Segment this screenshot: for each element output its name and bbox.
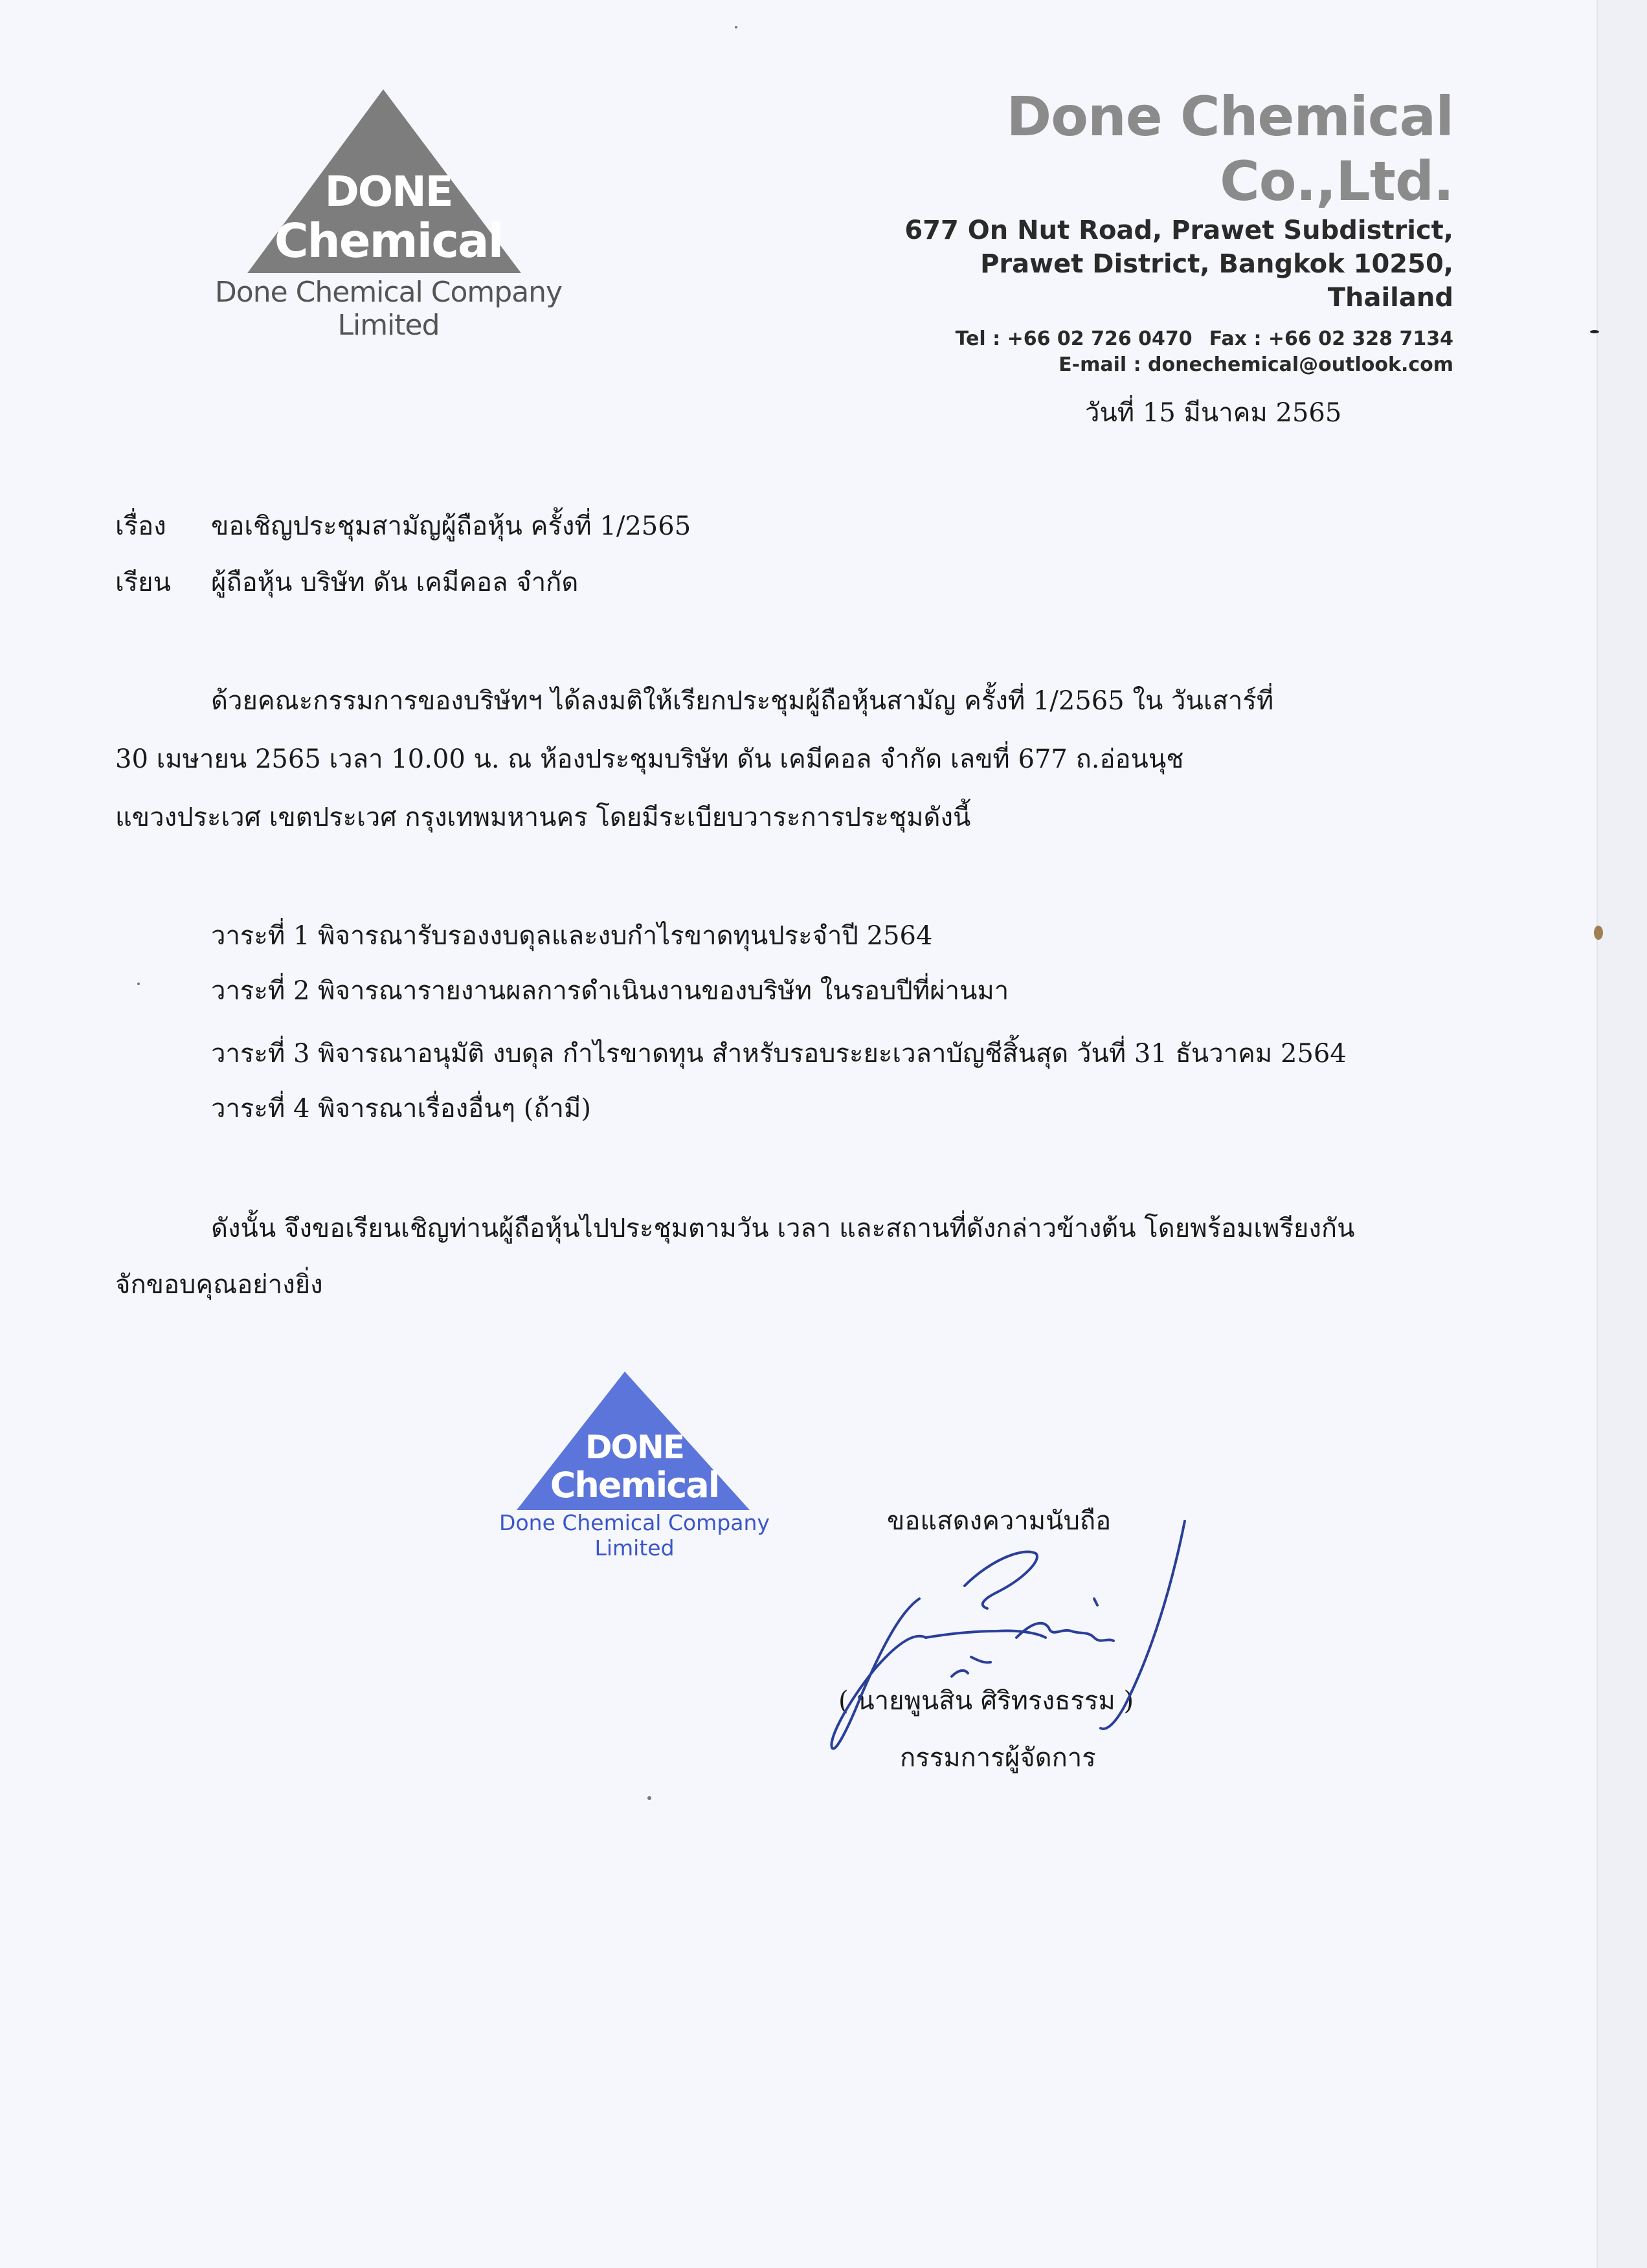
signatory-name: ( นายพูนสิน ศิริทรงธรรม ) (838, 1686, 1134, 1716)
signature-stroke (822, 1508, 1198, 1767)
stamp-caption: Done Chemical Company Limited (499, 1510, 770, 1561)
company-header (803, 84, 1453, 378)
recipient-text: ผู้ถือหุ้น บริษัท ดัน เคมีคอล จำกัด (211, 568, 579, 597)
scan-mark (1590, 330, 1599, 333)
agenda-item-3: วาระที่ 3 พิจารณาอนุมัติ งบดุล กำไรขาดทุน สำหรับรอบระยะเวลาบัญชีสิ้นสุด วันที่ 31 ธันวาคม 2564 (211, 1039, 1347, 1069)
agenda-item-2: วาระที่ 2 พิจารณารายงานผลการดำเนินงานของบริษัท ในรอบปีที่ผ่านมา (211, 976, 1009, 1006)
company-fax: Fax : +66 02 328 7134 (1209, 328, 1453, 350)
logo-word-done: DONE (324, 168, 453, 216)
company-tel: Tel : +66 02 726 0470 (955, 328, 1193, 350)
subject-label: เรื่อง (115, 511, 166, 541)
paragraph-2-line-1: ดังนั้น จึงขอเรียนเชิญท่านผู้ถือหุ้นไปประชุมตามวัน เวลา และสถานที่ดังกล่าวข้างต้น โดยพร้อมเพรียงกัน (211, 1214, 1355, 1243)
company-logo (194, 84, 583, 342)
paragraph-1-line-3: แขวงประเวศ เขตประเวศ กรุงเทพมหานคร โดยมีระเบียบวาระการประชุมดังนี้ (115, 803, 971, 832)
company-phone-fax (803, 326, 1453, 352)
letter-date: วันที่ 15 มีนาคม 2565 (1085, 398, 1342, 428)
company-stamp (479, 1369, 790, 1561)
paragraph-1-line-1: ด้วยคณะกรรมการของบริษัทฯ ได้ลงมติให้เรียกประชุมผู้ถือหุ้นสามัญ ครั้งที่ 1/2565 ใน วันเสาร์ที่ (211, 686, 1274, 716)
stamp-word-done: DONE (585, 1429, 684, 1466)
logo-caption: Done Chemical Company Limited (214, 276, 563, 342)
scan-speck (137, 983, 140, 985)
paragraph-2-line-2: จักขอบคุณอย่างยิ่ง (115, 1270, 323, 1300)
agenda-item-1: วาระที่ 1 พิจารณารับรองงบดุลและงบกำไรขาดทุนประจำปี 2564 (211, 921, 933, 951)
agenda-item-4: วาระที่ 4 พิจารณาเรื่องอื่นๆ (ถ้ามี) (211, 1094, 591, 1124)
scan-speck (647, 1796, 651, 1800)
company-email: E-mail : donechemical@outlook.com (1059, 353, 1453, 376)
company-name: Done Chemical Co.,Ltd. (1006, 85, 1453, 213)
company-address-line3: Thailand (1327, 283, 1453, 313)
logo-word-chemical: Chemical (274, 214, 503, 268)
signatory-title: กรรมการผู้จัดการ (900, 1743, 1096, 1773)
scan-page-edge (1597, 0, 1647, 2268)
paragraph-1-line-2: 30 เมษายน 2565 เวลา 10.00 น. ณ ห้องประชุมบริษัท ดัน เคมีคอล จำกัด เลขที่ 677 ถ.อ่อนนุช (115, 744, 1184, 774)
recipient-label: เรียน (115, 568, 171, 597)
stamp-word-chemical: Chemical (550, 1465, 719, 1506)
company-address-line1: 677 On Nut Road, Prawet Subdistrict, (904, 216, 1453, 245)
closing-text: ขอแสดงความนับถือ (887, 1506, 1112, 1536)
subject-text: ขอเชิญประชุมสามัญผู้ถือหุ้น ครั้งที่ 1/2565 (211, 511, 691, 541)
scan-speck (735, 26, 737, 28)
company-address-line2: Prawet District, Bangkok 10250, (980, 249, 1453, 279)
scan-stain (1594, 926, 1603, 940)
handwritten-signature (822, 1508, 1198, 1767)
